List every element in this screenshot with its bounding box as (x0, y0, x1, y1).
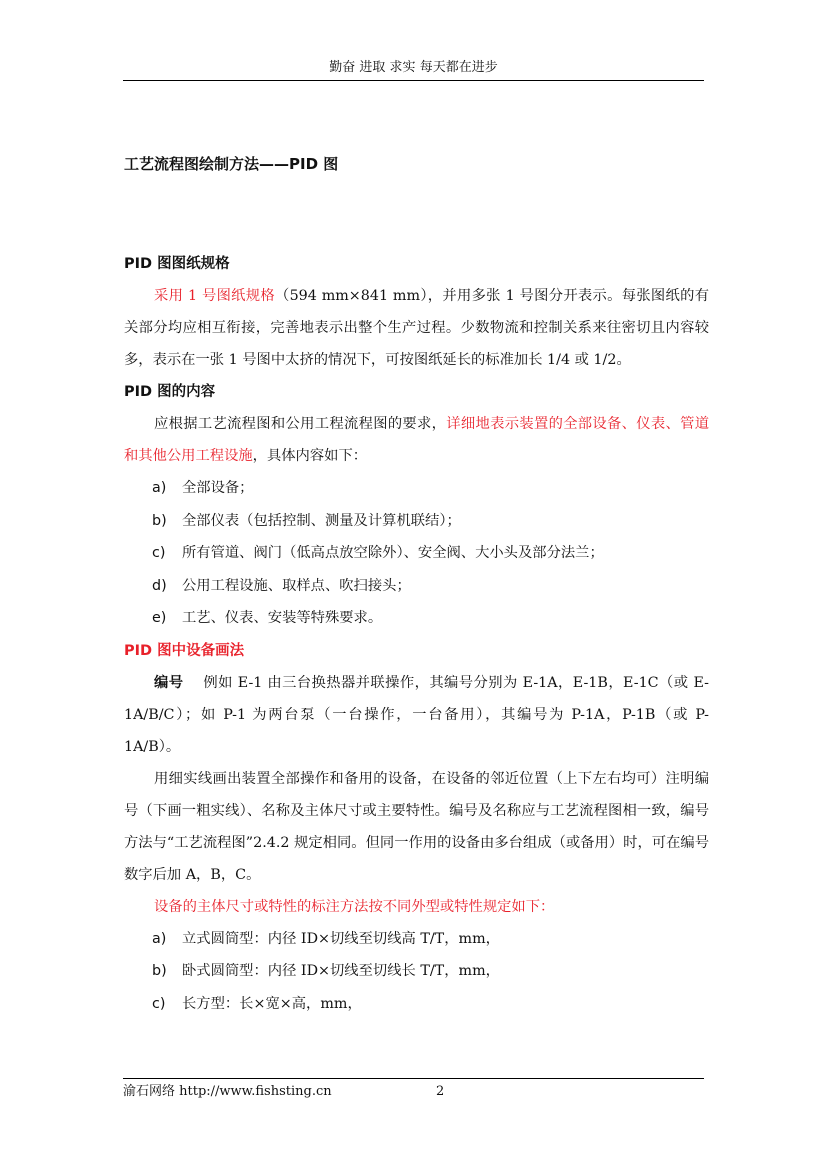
list-item (124, 955, 709, 988)
section-heading-spec: PID 图图纸规格 (124, 256, 230, 272)
list-label: a) (152, 930, 167, 947)
paragraph-dimension-rule: 设备的主体尺寸或特性的标注方法按不同外型或特性规定如下： (154, 898, 555, 915)
paragraph-text: 例如 E-1 由三台换热器并联操作，其编号分别为 E-1A，E-1B，E-1C（或 E-1A/B/C）；如 P-1 为两台泵（一台操作，一台备用），其编号为 P-1A，P-1B（或 P-1A/B）。 (124, 674, 709, 755)
list-text: 工艺、仪表、安装等特殊要求。 (182, 610, 383, 626)
section-heading-content: PID 图的内容 (124, 384, 216, 400)
list-label: e) (152, 610, 167, 626)
highlight-text: 采用 1 号图纸规格 (154, 288, 275, 304)
paragraph-text: ，具体内容如下： (252, 448, 368, 464)
list-item (124, 923, 709, 956)
bold-label: 编号 (154, 674, 184, 691)
list-item (124, 570, 709, 603)
list-text: 卧式圆筒型：内径 ID×切线至切线长 T/T，mm， (182, 963, 500, 979)
list-item (124, 472, 709, 505)
list-item (124, 505, 709, 538)
list-label: b) (152, 512, 167, 529)
paragraph-text: 应根据工艺流程图和公用工程流程图的要求， (154, 416, 447, 432)
document-body (124, 153, 709, 1020)
paragraph-content (124, 408, 709, 472)
list-label: c) (152, 545, 166, 561)
list-text: 全部设备； (182, 480, 254, 496)
page-header (123, 58, 704, 81)
list-item (124, 602, 709, 635)
paragraph-drawing: 用细实线画出装置全部操作和备用的设备，在设备的邻近位置（上下左右均可）注明编号（下画一粗实线）、名称及主体尺寸或主要特性。编号及名称应与工艺流程图相一致，编号方法与“工艺流程图”2.4.2 规定相同。但同一作用的设备由多台组成（或备用）时，可在编号数字后加 A，B，C。 (124, 770, 709, 883)
list-text: 长方型：长×宽×高，mm， (182, 995, 362, 1012)
list-text: 公用工程设施、取样点、吹扫接头； (182, 577, 411, 594)
list-label: c) (152, 995, 166, 1012)
list-label: a) (152, 480, 167, 496)
list-text: 所有管道、阀门（低高点放空除外）、安全阀、大小头及部分法兰； (182, 545, 604, 561)
document-title: 工艺流程图绘制方法——PID 图 (124, 155, 339, 173)
page-footer (123, 1078, 704, 1105)
list-item (124, 988, 709, 1021)
list-text: 全部仪表（包括控制、测量及计算机联结）； (182, 512, 461, 529)
list-item (124, 537, 709, 570)
paragraph-numbering (124, 667, 709, 763)
page-number: 2 (436, 1084, 445, 1099)
list-label: b) (152, 963, 167, 979)
header-motto: 勤奋 进取 求实 每天都在进步 (329, 60, 498, 75)
footer-site: 渝石网络 http://www.fishsting.cn (123, 1084, 332, 1099)
paragraph-spec (124, 280, 709, 376)
paragraph-text: （594 mm×841 mm），并用多张 1 号图分开表示。每张图纸的有关部分均应相互衔接，完善地表示出整个生产过程。少数物流和控制关系来往密切且内容较多，表示在一张 1 号图中太挤的情况下，可按图纸延长的标准加长 1/4 或 1/2。 (124, 288, 710, 368)
section-heading-equipment: PID 图中设备画法 (124, 642, 245, 659)
list-label: d) (152, 577, 167, 594)
highlight-text: 详细地表示装置的全部设备、仪表、管道和其他公用工程设施 (124, 416, 710, 464)
list-text: 立式圆筒型：内径 ID×切线至切线高 T/T，mm， (182, 930, 500, 947)
